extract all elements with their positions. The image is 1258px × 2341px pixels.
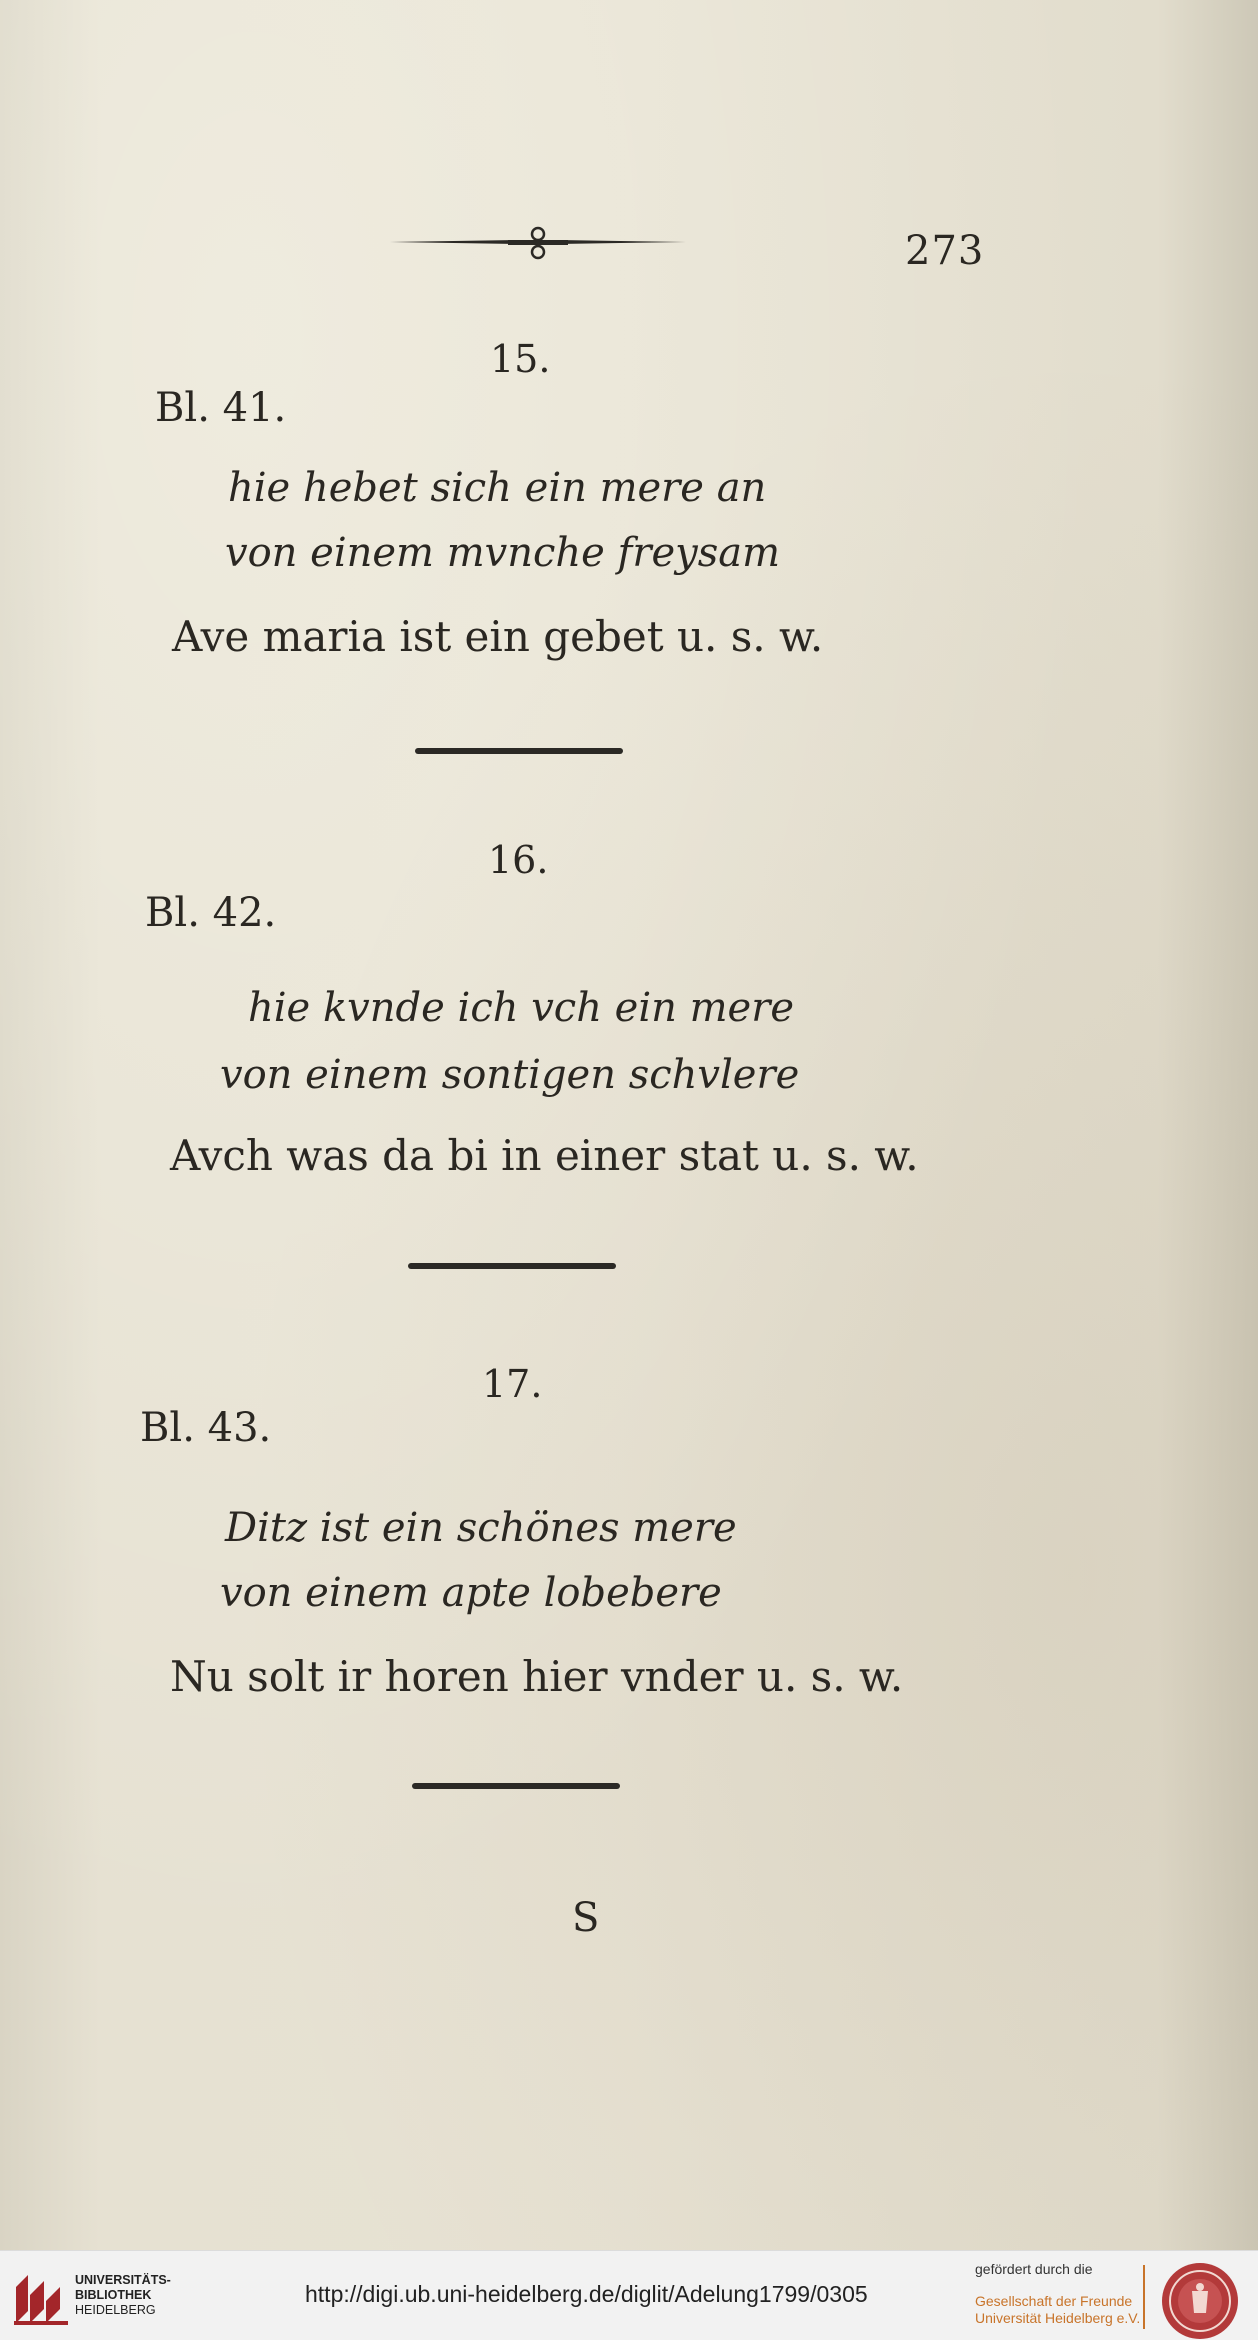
library-name-line: HEIDELBERG xyxy=(75,2303,156,2317)
entry-number: 17. xyxy=(482,1362,543,1406)
sponsor-name[interactable] xyxy=(975,2293,1140,2327)
university-seal-icon xyxy=(1160,2261,1240,2341)
sponsor-label: gefördert durch die xyxy=(975,2261,1093,2277)
university-library-logo-icon xyxy=(12,2269,70,2327)
section-divider xyxy=(415,748,623,754)
verse-line: von einem mvnche freysam xyxy=(225,530,781,576)
verse-line: Ditz ist ein schönes mere xyxy=(225,1505,737,1551)
verse-line: von einem apte lobebere xyxy=(220,1570,722,1616)
section-divider xyxy=(408,1263,616,1269)
folio-reference: Bl. 42. xyxy=(145,890,277,936)
signature-mark: S xyxy=(572,1895,600,1941)
viewer-footer xyxy=(0,2250,1258,2340)
entry-number: 16. xyxy=(488,838,549,882)
verse-line: hie hebet sich ein mere an xyxy=(228,465,767,511)
verse-line: hie kvnde ich vch ein mere xyxy=(248,985,795,1031)
folio-reference: Bl. 43. xyxy=(140,1405,272,1451)
permalink[interactable]: http://digi.ub.uni-heidelberg.de/diglit/Adelung1799/0305 xyxy=(305,2281,868,2307)
sponsor-name-line: Gesellschaft der Freunde xyxy=(975,2293,1133,2309)
incipit-line: Avch was da bi in einer stat u. s. w. xyxy=(170,1131,919,1180)
verse-line: von einem sontigen schvlere xyxy=(220,1052,800,1098)
library-name-line: UNIVERSITÄTS- xyxy=(75,2273,171,2287)
library-name-line: BIBLIOTHEK xyxy=(75,2288,152,2302)
sponsor-name-line: Universität Heidelberg e.V. xyxy=(975,2310,1141,2326)
folio-reference: Bl. 41. xyxy=(155,385,287,431)
entry-number: 15. xyxy=(490,337,551,381)
page-number: 273 xyxy=(905,228,985,274)
footer-divider xyxy=(1143,2265,1145,2329)
incipit-line: Ave maria ist ein gebet u. s. w. xyxy=(172,612,824,661)
library-name xyxy=(75,2273,171,2318)
section-divider xyxy=(412,1783,620,1789)
incipit-line: Nu solt ir horen hier vnder u. s. w. xyxy=(170,1652,904,1701)
ornament-rule xyxy=(388,222,688,262)
